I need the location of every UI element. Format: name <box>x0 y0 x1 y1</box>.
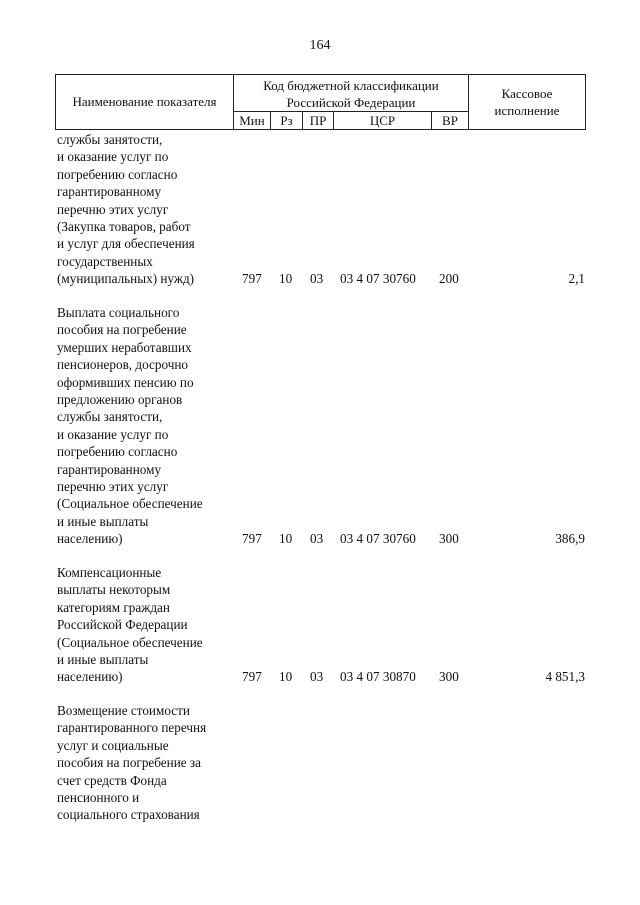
row-pr: 03 <box>310 531 324 546</box>
header-bottom-border <box>55 129 585 130</box>
row-min: 797 <box>242 531 262 546</box>
header-top-border <box>55 74 585 75</box>
header-right-border <box>585 74 586 130</box>
row-name: службы занятости, и оказание услуг по погребению согласно гарантированному перечню этих услуг (Закупка товаров, работ и услуг для обеспечения государственных (муниципальных) нужд) <box>57 132 195 287</box>
row-pr: 03 <box>310 669 324 684</box>
row-vr: 200 <box>439 271 459 286</box>
row-name: Компенсационные выплаты некоторым категориям граждан Российской Федерации (Социальное обеспечение и иные выплаты населению) <box>57 565 203 685</box>
row-amount: 386,9 <box>555 531 585 546</box>
row-min: 797 <box>242 669 262 684</box>
row-amount: 2,1 <box>568 271 585 286</box>
row-csr: 03 4 07 30870 <box>340 669 416 684</box>
row-vr: 300 <box>439 669 459 684</box>
row-pr: 03 <box>310 271 324 286</box>
row-rz: 10 <box>279 669 293 684</box>
row-min: 797 <box>242 271 262 286</box>
header-divider-amount <box>468 74 469 130</box>
row-vr: 300 <box>439 531 459 546</box>
header-rz: Рз <box>280 113 293 128</box>
header-csr: ЦСР <box>369 113 396 128</box>
header-min: Мин <box>239 113 265 128</box>
row-rz: 10 <box>279 531 293 546</box>
row-csr: 03 4 07 30760 <box>340 531 416 546</box>
row-name: Выплата социального пособия на погребение умерших неработавших пенсионеров, досрочно оформивших пенсию по предложению органов службы занятости, и оказание услуг по погребению согласно гарантированному перечню этих услуг (Социальное обеспечение и иные выплаты населению) <box>57 305 203 547</box>
row-name: Возмещение стоимости гарантированного перечня услуг и социальные пособия на погребение за счет средств Фонда пенсионного и социального страхования <box>57 703 207 823</box>
row-csr: 03 4 07 30760 <box>340 271 416 286</box>
header-code-group: Код бюджетной классификации Российской Федерации <box>263 78 439 110</box>
row-amount: 4 851,3 <box>545 669 585 684</box>
header-pr: ПР <box>309 113 327 128</box>
header-amount-col: Кассовое исполнение <box>494 86 560 118</box>
page-number: 164 <box>309 38 331 53</box>
header-vr: ВР <box>442 113 458 128</box>
row-rz: 10 <box>279 271 293 286</box>
header-name-col: Наименование показателя <box>72 94 217 109</box>
